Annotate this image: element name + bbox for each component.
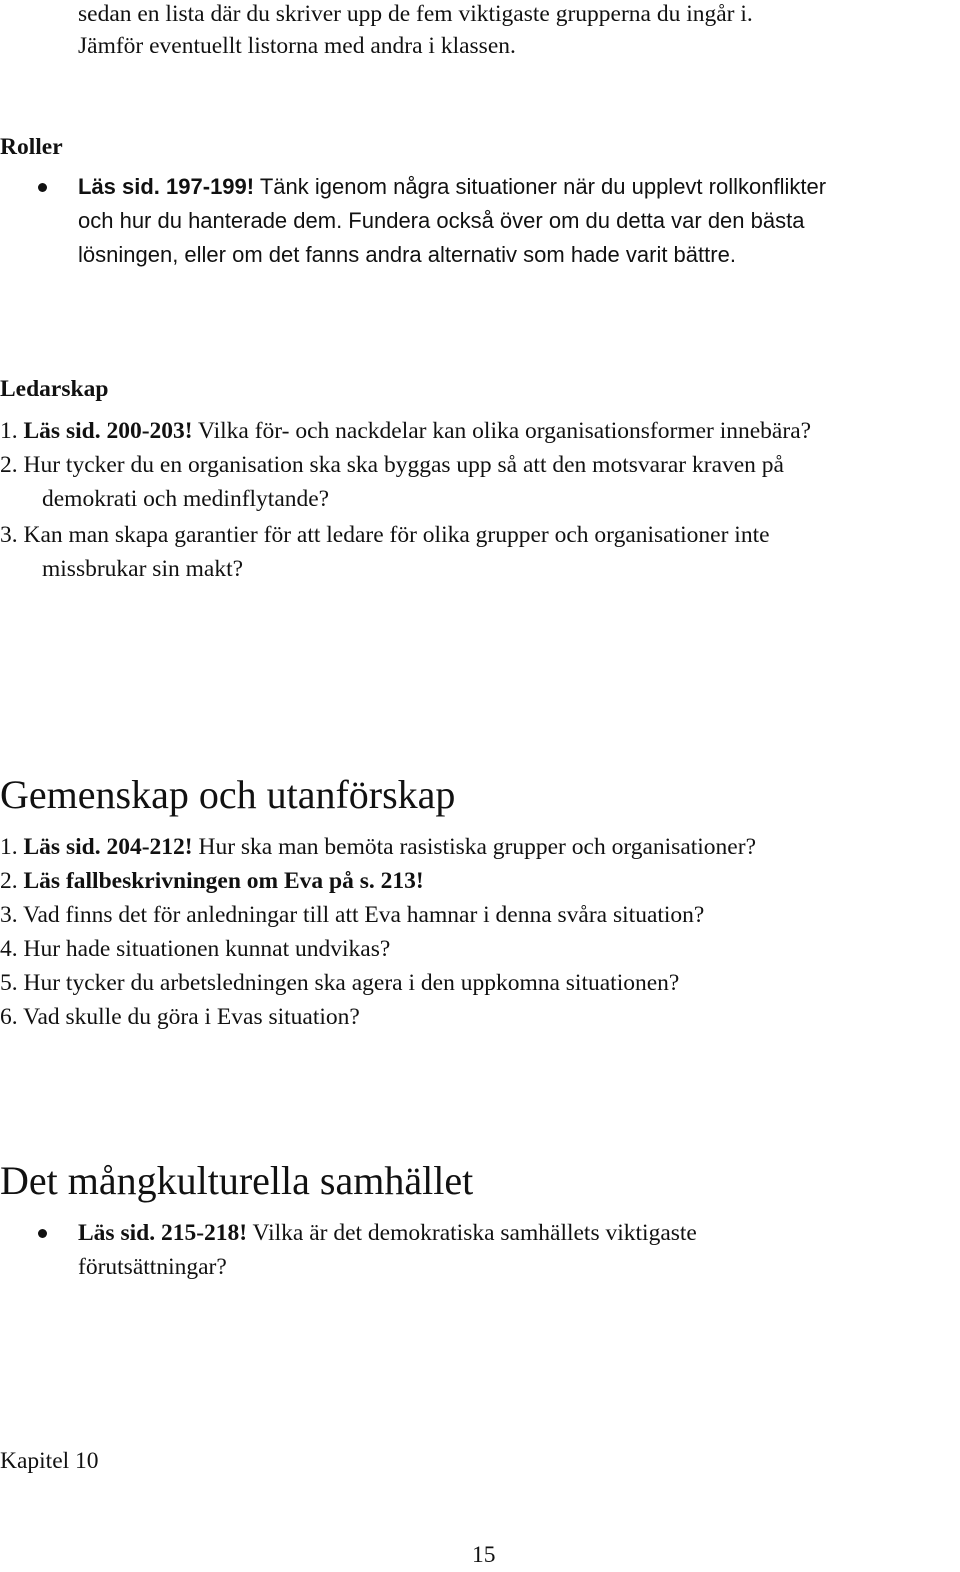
section-heading-ledarskap: Ledarskap [0, 376, 109, 402]
section-heading-gemenskap: Gemenskap och utanförskap [0, 772, 456, 817]
mangkultur-line-1 [78, 1216, 697, 1250]
mangkultur-line-2: förutsättningar? [78, 1254, 227, 1280]
intro-line-1: sedan en lista där du skriver upp de fem viktigaste grupperna du ingår i. [78, 1, 753, 27]
bullet-icon [38, 1229, 47, 1238]
item-number: 1. [0, 418, 18, 444]
item-number: 3. [0, 522, 18, 548]
ledarskap-item-2 [0, 448, 784, 482]
mangkultur-text-1: Vilka är det demokratiska samhällets viktigaste [247, 1220, 697, 1246]
ledarskap-item-3-cont: missbrukar sin makt? [42, 556, 244, 582]
item-text: Vad skulle du göra i Evas situation? [23, 1004, 360, 1030]
ledarskap-item-3 [0, 518, 770, 552]
gemenskap-item-6 [0, 1000, 360, 1034]
item-text: Vilka för- och nackdelar kan olika organisationsformer innebära? [192, 418, 812, 444]
item-ref: Läs sid. 200-203! [23, 418, 193, 444]
item-number: 4. [0, 936, 18, 962]
section-heading-mangkultur: Det mångkulturella samhället [0, 1158, 474, 1203]
item-ref: Läs sid. 204-212! [23, 834, 193, 860]
page-number: 15 [472, 1542, 496, 1568]
item-number: 2. [0, 452, 18, 478]
item-number: 5. [0, 970, 18, 996]
item-text: Hur ska man bemöta rasistiska grupper och organisationer? [192, 834, 756, 860]
item-text: Hur tycker du en organisation ska ska byggas upp så att den motsvarar kraven på [23, 452, 784, 478]
item-number: 6. [0, 1004, 18, 1030]
footer-chapter: Kapitel 10 [0, 1448, 99, 1474]
intro-line-2: Jämför eventuellt listorna med andra i klassen. [78, 33, 516, 59]
gemenskap-item-5 [0, 966, 679, 1000]
roller-ref: Läs sid. 197-199! [78, 174, 255, 199]
gemenskap-item-3 [0, 898, 704, 932]
item-number: 1. [0, 834, 18, 860]
gemenskap-item-2 [0, 864, 424, 898]
roller-line-1 [78, 170, 826, 204]
roller-text-1: Tänk igenom några situationer när du upplevt rollkonflikter [254, 174, 827, 199]
bullet-icon [38, 183, 47, 192]
roller-line-3: lösningen, eller om det fanns andra alternativ som hade varit bättre. [78, 242, 736, 267]
ledarskap-item-2-cont: demokrati och medinflytande? [42, 486, 330, 512]
item-number: 2. [0, 868, 18, 894]
mangkultur-ref: Läs sid. 215-218! [78, 1220, 248, 1246]
gemenskap-item-1 [0, 830, 756, 864]
ledarskap-item-1 [0, 414, 811, 448]
item-ref: Läs fallbeskrivningen om Eva på s. 213! [23, 868, 424, 894]
item-text: Vad finns det för anledningar till att Eva hamnar i denna svåra situation? [23, 902, 705, 928]
gemenskap-item-4 [0, 932, 390, 966]
roller-line-2: och hur du hanterade dem. Fundera också över om du detta var den bästa [78, 208, 805, 233]
item-text: Kan man skapa garantier för att ledare för olika grupper och organisationer inte [23, 522, 770, 548]
section-heading-roller: Roller [0, 134, 63, 160]
item-text: Hur hade situationen kunnat undvikas? [23, 936, 391, 962]
item-number: 3. [0, 902, 18, 928]
item-text: Hur tycker du arbetsledningen ska agera i den uppkomna situationen? [23, 970, 680, 996]
